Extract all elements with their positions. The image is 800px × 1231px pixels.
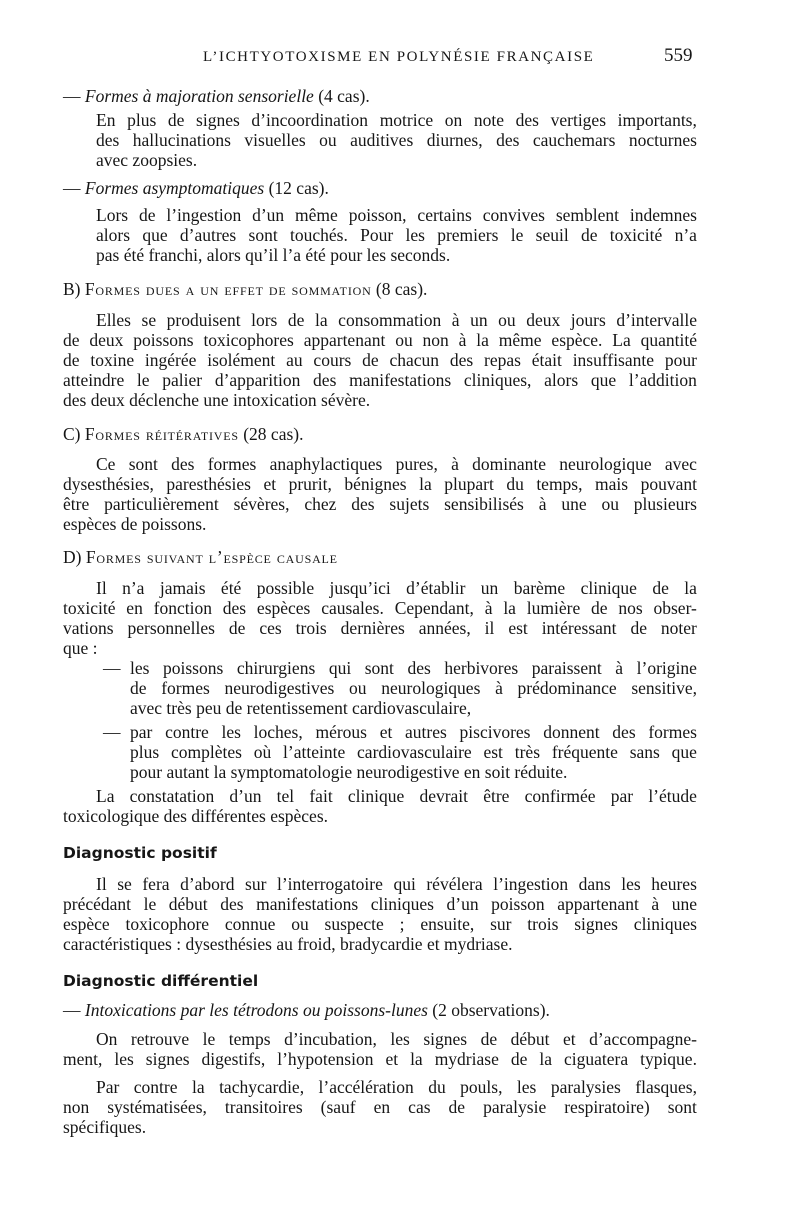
paragraph-line: En plus de signes d’incoordination motrice on note des vertiges importants, — [96, 110, 697, 130]
paragraph-line: toxicologique des différentes espèces. — [63, 806, 329, 826]
heading-diagnostic-positif: Diagnostic positif — [63, 844, 217, 862]
paragraph-line: spécifiques. — [63, 1117, 147, 1137]
list-item-line: les poissons chirurgiens qui sont des herbivores paraissent à l’origine — [130, 658, 697, 678]
paragraph-line: Par contre la tachycardie, l’accélération du pouls, les paralysies flasques, — [96, 1077, 697, 1097]
section-title: C) Formes réitératives (28 cas). — [63, 424, 304, 444]
paragraph-line: Il n’a jamais été possible jusqu’ici d’établir un barème clinique de la — [96, 578, 697, 598]
paragraph-line: des hallucinations visuelles ou auditives diurnes, des cauchemars nocturnes — [96, 130, 697, 150]
list-dash: — — [103, 722, 121, 742]
list-item-line: avec très peu de retentissement cardiovasculaire, — [130, 698, 472, 718]
paragraph-line: des deux déclenche une intoxication sévère. — [63, 390, 371, 410]
subsection-title: — Formes à majoration sensorielle (4 cas). — [63, 86, 370, 106]
paragraph-line: être particulièrement sévères, chez des sujets sensibilisés à une ou plusieurs — [63, 494, 697, 514]
paragraph-line: alors que d’autres sont touchés. Pour les premiers le seuil de toxicité n’a — [96, 225, 697, 245]
paragraph-line: ment, les signes digestifs, l’hypotension et la mydriase de la ciguatera typique. — [63, 1049, 697, 1069]
paragraph-line: avec zoopsies. — [96, 150, 198, 170]
subsection-title: — Formes asymptomatiques (12 cas). — [63, 178, 329, 198]
paragraph-line: dysesthésies, paresthésies et prurit, bénignes la plupart du temps, mais pouvant — [63, 474, 697, 494]
list-item-line: par contre les loches, mérous et autres piscivores donnent des formes — [130, 722, 697, 742]
paragraph-line: Il se fera d’abord sur l’interrogatoire qui révélera l’ingestion dans les heures — [96, 874, 697, 894]
subsection-title: — Intoxications par les tétrodons ou poissons-lunes (2 observations). — [63, 1000, 550, 1020]
paragraph-line: espèces de poissons. — [63, 514, 207, 534]
paragraph-line: non systématisées, transitoires (sauf en cas de paralysie respiratoire) sont — [63, 1097, 697, 1117]
page-number: 559 — [664, 45, 693, 66]
paragraph-line: La constatation d’un tel fait clinique devrait être confirmée par l’étude — [96, 786, 697, 806]
list-item-line: de formes neurodigestives ou neurologiques à prédominance sensitive, — [130, 678, 697, 698]
heading-diagnostic-differentiel: Diagnostic différentiel — [63, 972, 259, 990]
paragraph-line: que : — [63, 638, 98, 658]
section-title: B) Formes dues a un effet de sommation (8 cas). — [63, 279, 428, 299]
paragraph-line: espèce toxicophore connue ou suspecte ; ensuite, sur trois signes cliniques — [63, 914, 697, 934]
paragraph-line: Ce sont des formes anaphylactiques pures, à dominante neurologique avec — [96, 454, 697, 474]
section-title: D) Formes suivant l’espèce causale — [63, 547, 338, 567]
paragraph-line: atteindre le palier d’apparition des manifestations cliniques, alors que l’addition — [63, 370, 697, 390]
paragraph-line: Elles se produisent lors de la consommation à un ou deux jours d’intervalle — [96, 310, 697, 330]
paragraph-line: On retrouve le temps d’incubation, les signes de début et d’accompagne- — [96, 1029, 697, 1049]
list-item-line: pour autant la symptomatologie neurodigestive en soit réduite. — [130, 762, 568, 782]
paragraph-line: précédant le début des manifestations cliniques d’un poisson appartenant à une — [63, 894, 697, 914]
paragraph-line: vations personnelles de ces trois dernières années, il est intéressant de noter — [63, 618, 697, 638]
paragraph-line: de deux poissons toxicophores appartenant ou non à la même espèce. La quantité — [63, 330, 697, 350]
paragraph-line: caractéristiques : dysesthésies au froid, bradycardie et mydriase. — [63, 934, 513, 954]
paragraph-line: Lors de l’ingestion d’un même poisson, certains convives semblent indemnes — [96, 205, 697, 225]
running-title: L’ICHTYOTOXISME EN POLYNÉSIE FRANÇAISE — [203, 49, 595, 65]
paragraph-line: de toxine ingérée isolément au cours de chacun des repas était insuffisante pour — [63, 350, 697, 370]
list-dash: — — [103, 658, 121, 678]
paragraph-line: toxicité en fonction des espèces causales. Cependant, à la lumière de nos obser- — [63, 598, 697, 618]
list-item-line: plus complètes où l’atteinte cardiovasculaire est très fréquente sans que — [130, 742, 697, 762]
paragraph-line: pas été franchi, alors qu’il l’a été pour les seconds. — [96, 245, 451, 265]
